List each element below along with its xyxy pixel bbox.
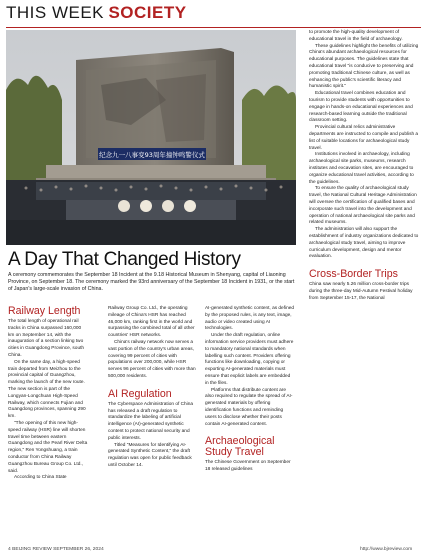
page-footer-url[interactable]: http://www.bjreview.com	[360, 547, 413, 552]
railway-paragraph: Railway Group Co. Ltd., the operating mileage of China's HSR has reached 46,000 km, ranking first in the world and surpassing the combined total of all other countries' HSR networks.	[108, 306, 195, 339]
archaeology-paragraph: To ensure the quality of archaeological study travel, the National Cultural Heritage Administration will oversee the certification of qualified bases and incorporate such travel into the development and operation of national archaeological site parks and related museums.	[309, 186, 417, 226]
ai-paragraph: Under the draft regulation, online information service providers must adhere to mandatory national standards when labelling such content. Providers offering functions like downloading, copying or exporting AI-generated materials must ensure that explicit labels are embedded in the files.	[205, 333, 294, 386]
archaeology-paragraph: Educational travel combines education and tourism to provide students with opportunities to engage in hands-on educational experiences and research-based learning outside the traditional classroom setting.	[309, 91, 413, 124]
ceremony-photo-illustration	[6, 30, 296, 245]
archaeology-paragraph: These guidelines highlight the benefits of utilizing China's abundant archaeological resources for educational purposes. The guidelines state that educational travel "is conducive to preserving and promoting traditional Chinese culture, as well as enhancing the public's scientific literacy and humanistic spirit."	[309, 43, 419, 90]
archaeology-heading-line: Study Travel	[205, 446, 264, 459]
column-2	[108, 306, 198, 470]
archaeology-paragraph: The Chinese Government on September 18 released guidelines	[205, 460, 291, 473]
page-footer-left: 4 BEIJING REVIEW SEPTEMBER 26, 2024	[8, 547, 104, 552]
railway-paragraph: On the same day, a high-speed train departed from Meizhou to the provincial capital of Guangzhou, marking the launch of the new route. The new section is part of the Longyan-Longchuan High-Speed Railway, which connects Fujian and Guangdong provinces, spanning 290 km.	[8, 359, 86, 420]
cross-border-heading: Cross-Border Trips	[309, 268, 398, 281]
railway-paragraph: "The opening of this new high-speed railway (HSR) line will shorten travel time between eastern Guangdong and the Pearl River Delta region," Ren Yongshuang, a train conductor from China Railway Guangzhou Bureau Group Co. Ltd., said.	[8, 420, 88, 474]
archaeology-paragraph: Provincial cultural relics administrative departments are instructed to compile and publish a list of suitable locations for archaeological study travel.	[309, 125, 419, 151]
railway-paragraph: According to China State	[14, 475, 67, 481]
archaeology-paragraph: The administration will also support the establishment of industry organizations dedicated to archaeological study travel, aiming to improve curriculum development, design and mentor evaluation.	[309, 227, 419, 260]
cross-border-paragraph: China saw nearly 5.26 million cross-border trips during the three-day Mid-Autumn Festival holiday from September 15-17, the National	[309, 282, 413, 301]
ai-paragraph: Titled "Measures for Identifying AI-generated Synthetic Content," the draft regulation was open for public feedback until October 14.	[108, 442, 192, 468]
archaeology-paragraph: Institutions involved in archaeology, including archaeological site parks, museums, research institutes and excavation sites, are encouraged to organize educational travel activities, according to the guidelines.	[309, 152, 414, 185]
archaeology-paragraph: to promote the high-quality development of educational travel in the field of archaeology.	[309, 30, 403, 42]
section-label: SOCIETY	[108, 3, 187, 22]
column-1	[8, 306, 88, 482]
ceremony-banner-text: 纪念九一八事变93周年撞钟鸣警仪式	[99, 151, 205, 159]
ai-paragraph: AI-generated synthetic content, as defined by the proposed rules, is any text, image, audio or video created using AI technologies.	[205, 306, 294, 332]
article-headline: A Day That Changed History	[8, 249, 241, 270]
archaeology-heading-line: Archaeological	[205, 435, 275, 448]
photo-caption: A ceremony commemorates the September 18 Incident at the 9.18 Historical Museum in Shenyang, capital of Liaoning Province, on September 18. The ceremony marked the 93rd anniversary of the September 18 Incident in 1931, or the start of Japan's large-scale invasion of China.	[8, 272, 295, 293]
railway-paragraph: The total length of operational rail tracks in China surpassed 160,000 km on September 14, with the inauguration of a section linking two cities in Guangdong Province, south China.	[8, 319, 85, 358]
railway-paragraph: China's railway network now serves a vast portion of the country's urban areas, covering 99 percent of cities with populations over 200,000, while HSR serves 96 percent of cities with more than 500,000 residents.	[108, 339, 196, 379]
section-header	[6, 3, 421, 28]
ceremony-photo	[6, 30, 296, 245]
archaeology-heading	[205, 436, 295, 458]
ai-regulation-heading: AI Regulation	[108, 387, 172, 400]
ai-paragraph: The Cyberspace Administration of China has released a draft regulation to standardize the labeling of artificial intelligence (AI)-generated synthetic content to protect national security and public interests.	[108, 401, 194, 441]
ai-paragraph: Platforms that distribute content are also required to regulate the spread of AI-generated materials by offering identification functions and reminding users to disclose whether their posts contain AI-generated content.	[205, 387, 293, 427]
column-4	[309, 30, 421, 302]
railway-heading: Railway Length	[8, 305, 81, 317]
column-3	[205, 306, 295, 474]
this-week-label: THIS WEEK	[6, 3, 105, 22]
